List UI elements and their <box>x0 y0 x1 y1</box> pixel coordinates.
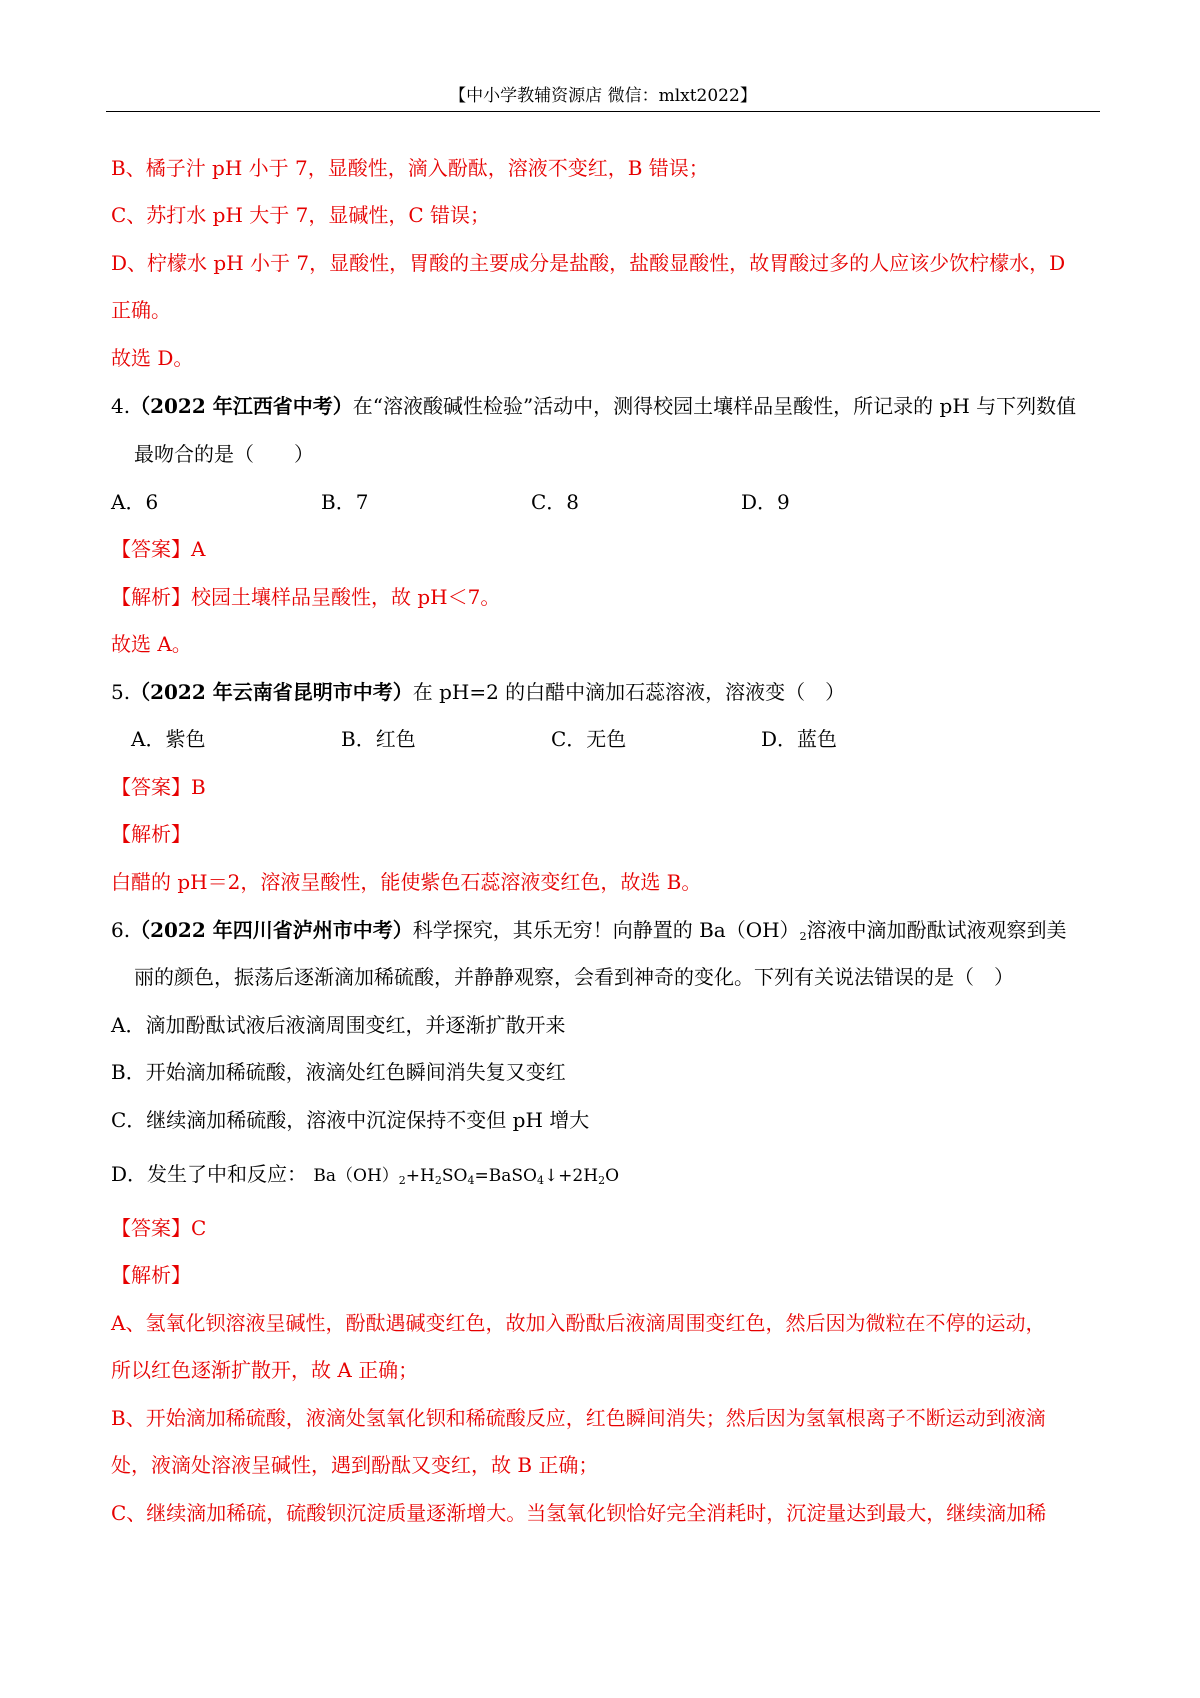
q4-option-c: C．8 <box>531 490 580 514</box>
q4-option-a: A．6 <box>111 490 159 514</box>
q5-analysis-label: 【解析】 <box>111 822 191 846</box>
q6-stem-line1 <box>111 916 1067 951</box>
q6-stem-line2: 丽的颜色，振荡后逐渐滴加稀硫酸，并静静观察，会看到神奇的变化。下列有关说法错误的是（ ） <box>134 965 1014 989</box>
q5-option-c: C．无色 <box>551 727 627 751</box>
q4-answer: 【答案】A <box>111 537 206 561</box>
q5-options <box>131 725 971 753</box>
q6-analysis-label: 【解析】 <box>111 1263 191 1287</box>
q4-source: （2022 年江西省中考） <box>130 394 353 418</box>
q6-analysis-a-line1: A、氢氧化钡溶液呈碱性，酚酞遇碱变红色，故加入酚酞后液滴周围变红色，然后因为微粒在不停的运动， <box>111 1311 1046 1335</box>
prev-analysis-d-line2: 正确。 <box>111 298 171 322</box>
formula-part: Ba（OH） <box>313 1166 399 1186</box>
q5-stem-text: 在 pH=2 的白醋中滴加石蕊溶液，溶液变（ ） <box>412 680 846 704</box>
q5-option-b: B．红色 <box>341 727 416 751</box>
q6-option-d <box>111 1160 619 1195</box>
q4-options <box>111 488 951 516</box>
q6-stem-text-b: 溶液中滴加酚酞试液观察到美 <box>806 918 1067 942</box>
q5-answer: 【答案】B <box>111 775 206 799</box>
prev-analysis-b: B、橘子汁 pH 小于 7，显酸性，滴入酚酞，溶液不变红，B 错误； <box>111 156 709 180</box>
formula-part: =BaSO <box>474 1166 537 1186</box>
q6-analysis-a-line2: 所以红色逐渐扩散开，故 A 正确； <box>111 1358 419 1382</box>
q4-option-d: D．9 <box>741 490 790 514</box>
q6-option-d-label: D．发生了中和反应： <box>111 1162 308 1186</box>
q4-number: 4. <box>111 394 131 418</box>
q5-analysis: 白醋的 pH＝2，溶液呈酸性，能使紫色石蕊溶液变红色，故选 B。 <box>111 870 702 894</box>
prev-analysis-c: C、苏打水 pH 大于 7，显碱性，C 错误； <box>111 203 491 227</box>
q6-analysis-c-line1: C、继续滴加稀硫，硫酸钡沉淀质量逐渐增大。当氢氧化钡恰好完全消耗时，沉淀量达到最大，继续滴加稀 <box>111 1501 1047 1525</box>
q5-source: （2022 年云南省昆明市中考） <box>130 680 413 704</box>
q4-stem-text: 在“溶液酸碱性检验”活动中，测得校园土壤样品呈酸性，所记录的 pH 与下列数值 <box>352 394 1077 418</box>
prev-analysis-d-line1: D、柠檬水 pH 小于 7，显酸性，胃酸的主要成分是盐酸，盐酸显酸性，故胃酸过多的人应该少饮柠檬水，D <box>111 251 1066 275</box>
q6-option-a: A．滴加酚酞试液后液滴周围变红，并逐渐扩散开来 <box>111 1013 566 1037</box>
page-header: 【中小学教辅资源店 微信：mlxt2022】 <box>449 86 757 106</box>
formula-part: SO <box>441 1166 468 1186</box>
q6-stem-subscript: 2 <box>799 930 807 943</box>
q6-option-b: B．开始滴加稀硫酸，液滴处红色瞬间消失复又变红 <box>111 1060 566 1084</box>
q6-analysis-b-line2: 处，液滴处溶液呈碱性，遇到酚酞又变红，故 B 正确； <box>111 1453 599 1477</box>
prev-choice: 故选 D。 <box>111 346 194 370</box>
q6-stem-text-a: 科学探究，其乐无穷！向静置的 Ba（OH） <box>412 918 800 942</box>
formula-sub: 2 <box>398 1174 406 1187</box>
q6-formula <box>313 1166 619 1186</box>
q4-choice: 故选 A。 <box>111 632 192 656</box>
formula-sub: 4 <box>467 1174 475 1187</box>
formula-part: ↓+2H <box>543 1166 599 1186</box>
q4-analysis: 【解析】校园土壤样品呈酸性，故 pH＜7。 <box>111 585 501 609</box>
q5-option-d: D．蓝色 <box>761 727 838 751</box>
q4-stem-line2: 最吻合的是（ ） <box>134 442 314 466</box>
q6-source: （2022 年四川省泸州市中考） <box>130 918 413 942</box>
formula-part: O <box>605 1166 620 1186</box>
header-rule <box>106 111 1100 112</box>
formula-part: +H <box>405 1166 435 1186</box>
q6-analysis-b-line1: B、开始滴加稀硫酸，液滴处氢氧化钡和稀硫酸反应，红色瞬间消失；然后因为氢氧根离子不断运动到液滴 <box>111 1406 1046 1430</box>
formula-sub: 2 <box>434 1174 442 1187</box>
q5-option-a: A．紫色 <box>131 727 206 751</box>
formula-sub: 4 <box>536 1174 544 1187</box>
formula-sub: 2 <box>598 1174 606 1187</box>
q4-stem-line1 <box>111 392 1076 420</box>
q6-answer: 【答案】C <box>111 1216 207 1240</box>
q5-number: 5. <box>111 680 131 704</box>
q5-stem <box>111 678 845 706</box>
q4-option-b: B．7 <box>321 490 369 514</box>
q6-option-c: C．继续滴加稀硫酸，溶液中沉淀保持不变但 pH 增大 <box>111 1108 590 1132</box>
q6-number: 6. <box>111 918 131 942</box>
